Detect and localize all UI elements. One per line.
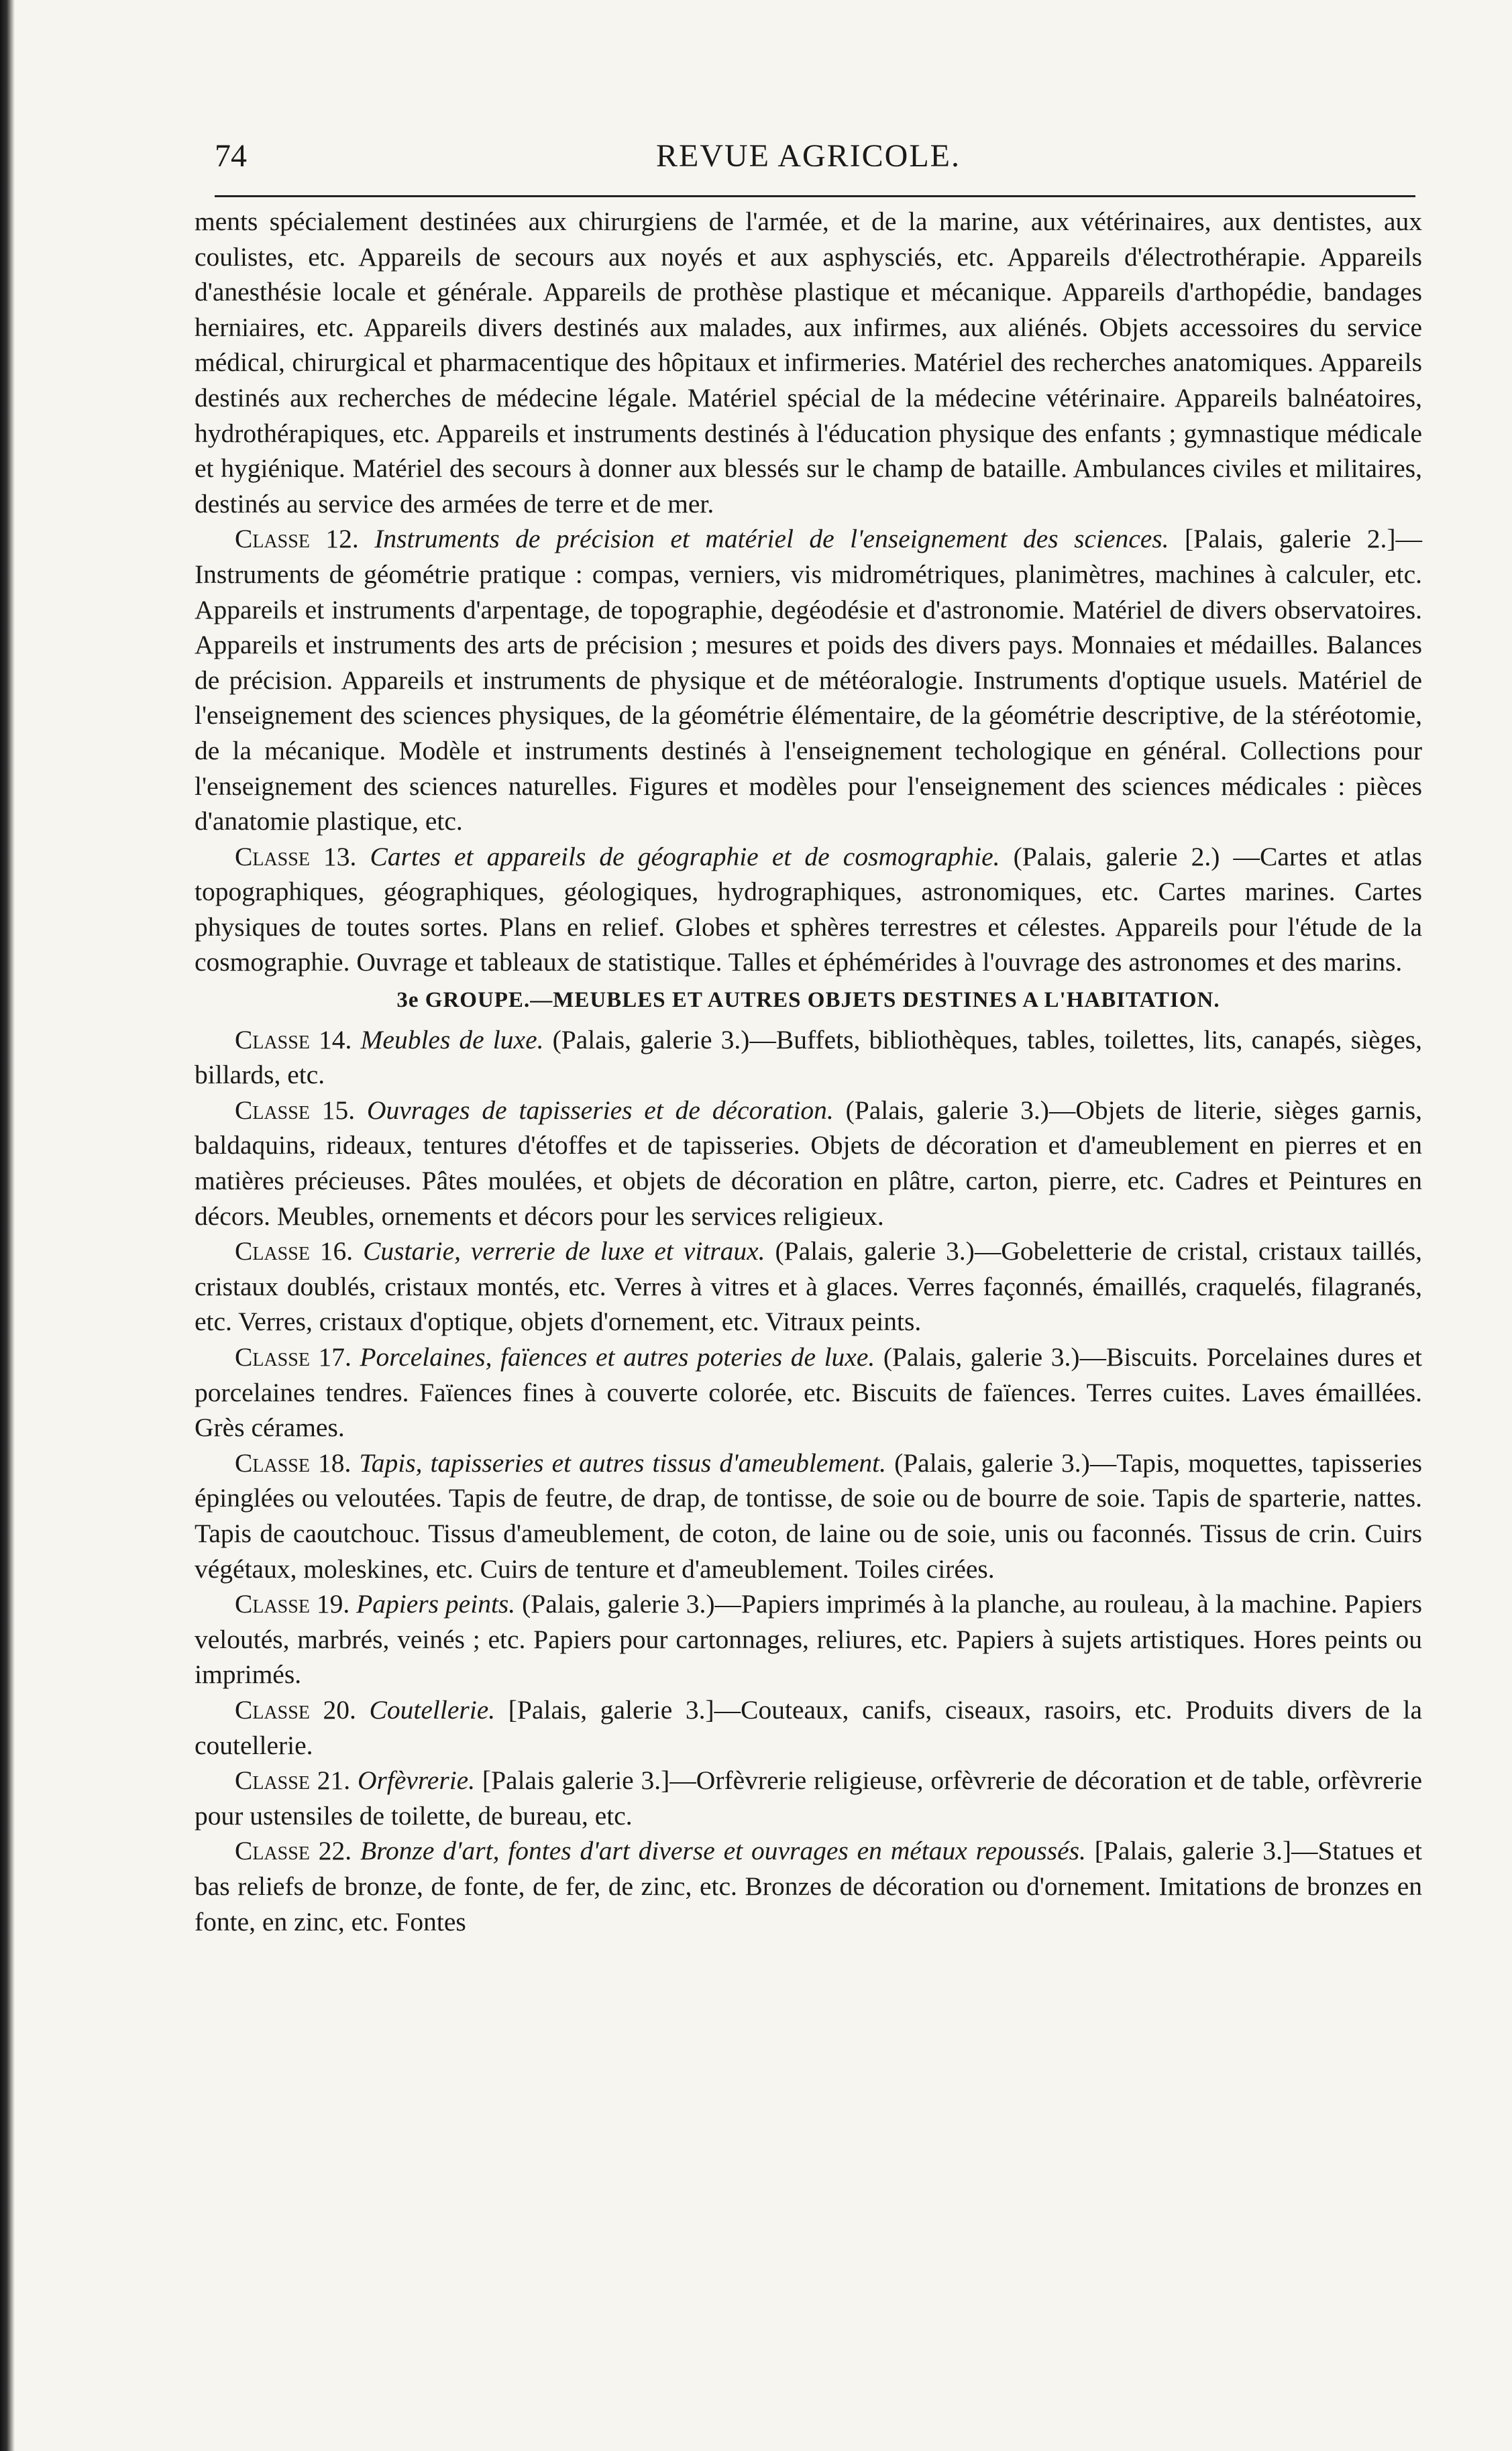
classe-text: [Palais galerie 3.]—Orfèvrerie religieuse, orfèvrerie de décoration et de table, orfèvrerie pour ustensiles de toilette, de bureau, etc. (195, 1765, 1423, 1831)
classe-number: Classe 17. (235, 1342, 352, 1372)
classe-title: Bronze d'art, fontes d'art diverse et ouvrages en métaux repoussés. (360, 1836, 1086, 1866)
classe-number: Classe 18. (235, 1448, 352, 1478)
running-title: REVUE AGRICOLE. (656, 138, 961, 174)
classe-number: Classe 13. (235, 841, 357, 871)
classe-title: Cartes et appareils de géographie et de cosmographie. (370, 841, 1000, 871)
classe-12-paragraph (195, 521, 1422, 838)
classe-title: Custarie, verrerie de luxe et vitraux. (363, 1236, 765, 1266)
classe-number: Classe 15. (235, 1095, 356, 1125)
classe-13-paragraph (195, 839, 1422, 980)
section-heading: 3e GROUPE.—MEUBLES ET AUTRES OBJETS DESTINES A L'HABITATION. (396, 988, 1220, 1013)
classe-text: (Palais, galerie 2.) —Cartes et atlas topographiques, géographiques, géologiques, hydrographiques, astronomiques, etc. Cartes marines. Cartes physiques de toutes sortes. Plans en relief. Globes et sphères terrestres et célestes. Appareils pour l'étude de la cosmographie. Ouvrage et tableaux de statistique. Talles et éphémérides à l'ouvrage des astronomes et des marins. (195, 841, 1423, 977)
classe-number: Classe 22. (235, 1836, 352, 1866)
classe-22-paragraph (195, 1833, 1422, 1939)
classe-number: Classe 16. (235, 1236, 354, 1266)
classe-title: Porcelaines, faïences et autres poteries de luxe. (360, 1342, 875, 1372)
classe-text: (Palais, galerie 3.)—Gobeletterie de cristal, cristaux taillés, cristaux doublés, cristaux montés, etc. Verres à vitres et à glaces. Verres façonnés, émaillés, craquelés, filagranés, etc. Verres, cristaux d'optique, objets d'ornement, etc. Vitraux peints. (195, 1236, 1423, 1337)
classe-text: [Palais, galerie 3.]—Statues et bas reliefs de bronze, de fonte, de fer, de zinc, etc. Bronzes de décoration ou d'ornement. Imitations de bronzes en fonte, en zinc, etc. Fontes (195, 1836, 1423, 1937)
page (195, 138, 1422, 1939)
classe-title: Papiers peints. (356, 1589, 516, 1619)
classe-text: (Palais, galerie 3.)—Papiers imprimés à la planche, au rouleau, à la machine. Papiers veloutés, marbrés, veinés ; etc. Papiers pour cartonnages, reliures, etc. Papiers à sujets artistiques. Hores peints ou imprimés. (195, 1589, 1423, 1690)
classe-16-paragraph (195, 1234, 1422, 1340)
classe-text: [Palais, galerie 3.]—Couteaux, canifs, ciseaux, rasoirs, etc. Produits divers de la coutellerie. (195, 1694, 1422, 1760)
page-header (195, 138, 1422, 184)
classe-text: (Palais, galerie 3.)—Objets de literie, sièges garnis, baldaquins, rideaux, tentures d'étoffes et de tapisseries. Objets de décoration et d'ameublement en pierres et en matières précieuses. Pâtes moulées, et objets de décoration en plâtre, carton, pierre, etc. Cadres et Peintures en décors. Meubles, ornements et décors pour les services religieux. (195, 1095, 1423, 1231)
classe-text: (Palais, galerie 3.)—Buffets, bibliothèques, tables, toilettes, lits, canapés, sièges, billards, etc. (195, 1024, 1423, 1090)
classe-17-paragraph (195, 1340, 1422, 1446)
classe-18-paragraph (195, 1446, 1422, 1586)
intro-paragraph: ments spécialement destinées aux chirurgiens de l'armée, et de la marine, aux vétérinaires, aux dentistes, aux coulistes, etc. Appareils de secours aux noyés et aux asphysciés, etc. Appareils d'électrothérapie. Appareils d'anesthésie locale et générale. Appareils de prothèse plastique et mécanique. Appareils d'arthopédie, bandages herniaires, etc. Appareils divers destinés aux malades, aux infirmes, aux aliénés. Objets accessoires du service médical, chirurgical et pharmacentique des hôpitaux et infirmeries. Matériel des recherches anatomiques. Appareils destinés aux recherches de médecine légale. Matériel spécial de la médecine vétérinaire. Appareils balnéatoires, hydrothérapiques, etc. Appareils et instruments destinés à l'éducation physique des enfants ; gymnastique médicale et hygiénique. Matériel des secours à donner aux blessés sur le champ de bataille. Ambulances civiles et militaires, destinés au service des armées de terre et de mer. (195, 207, 1422, 519)
classe-text: [Palais, galerie 2.]—Instruments de géométrie pratique : compas, verniers, vis midrométriques, planimètres, machines à calculer, etc. Appareils et instruments d'arpentage, de topographie, degéodésie et d'astronomie. Matériel de divers observatoires. Appareils et instruments des arts de précision ; mesures et poids des divers pays. Monnaies et médailles. Balances de précision. Appareils et instruments de physique et de météoralogie. Instruments d'optique usuels. Matériel de l'enseignement des sciences physiques, de la géométrie élémentaire, de la géométrie descriptive, de la stéréotomie, de la mécanique. Modèle et instruments destinés à l'enseignement techologique en général. Collections pour l'enseignement des sciences naturelles. Figures et modèles pour l'enseignement des sciences médicales : pièces d'anatomie plastique, etc. (195, 524, 1423, 836)
classe-text: (Palais, galerie 3.)—Tapis, moquettes, tapisseries épinglées ou veloutées. Tapis de feutre, de drap, de tontisse, de soie ou de bourre de soie. Tapis de sparterie, nattes. Tapis de caoutchouc. Tissus d'ameublement, de coton, de laine ou de soie, unis ou faconnés. Tissus de crin. Cuirs végétaux, moleskines, etc. Cuirs de tenture et d'ameublement. Toiles cirées. (195, 1448, 1423, 1584)
classe-14-paragraph (195, 1022, 1422, 1093)
classe-title: Coutellerie. (369, 1694, 496, 1725)
body-text (195, 204, 1422, 1939)
classe-number: Classe 14. (235, 1024, 352, 1054)
page-number: 74 (215, 138, 247, 174)
classe-21-paragraph (195, 1763, 1422, 1833)
classe-number: Classe 21. (235, 1765, 351, 1796)
classe-number: Classe 12. (235, 524, 359, 554)
classe-title: Meubles de luxe. (360, 1024, 544, 1054)
classe-text: (Palais, galerie 3.)—Biscuits. Porcelaines dures et porcelaines tendres. Faïences fines à couverte colorée, etc. Biscuits de faïences. Terres cuites. Laves émaillées. Grès cérames. (195, 1342, 1423, 1443)
classe-number: Classe 19. (235, 1589, 350, 1619)
classe-title: Instruments de précision et matériel de l'enseignement des sciences. (374, 524, 1169, 554)
classe-title: Tapis, tapisseries et autres tissus d'ameublement. (359, 1448, 886, 1478)
classe-title: Ouvrages de tapisseries et de décoration. (366, 1095, 834, 1125)
classe-title: Orfèvrerie. (357, 1765, 476, 1796)
classe-number: Classe 20. (235, 1694, 356, 1725)
binding-shadow (0, 0, 15, 2451)
classe-20-paragraph (195, 1692, 1422, 1763)
classe-19-paragraph (195, 1586, 1422, 1692)
header-rule (215, 195, 1415, 197)
classe-15-paragraph (195, 1093, 1422, 1234)
